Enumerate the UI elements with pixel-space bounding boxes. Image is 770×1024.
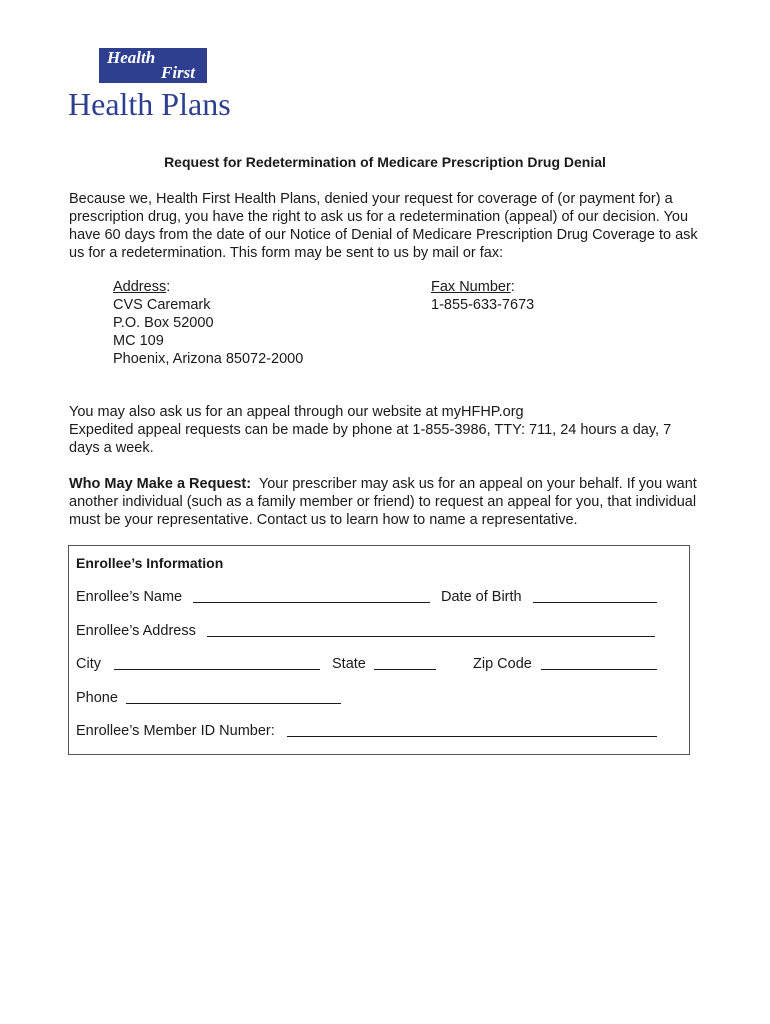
state-label: State <box>332 656 366 672</box>
address-line: P.O. Box 52000 <box>113 315 214 331</box>
enrollee-address-field[interactable] <box>207 636 655 637</box>
health-first-logo-badge <box>99 48 207 83</box>
address-heading: Address: <box>113 279 171 295</box>
zip-code-field[interactable] <box>541 669 657 670</box>
phone-field[interactable] <box>126 703 341 704</box>
website-line: You may also ask us for an appeal through our website at myHFHP.org <box>69 404 524 420</box>
address-line: MC 109 <box>113 333 164 349</box>
intro-paragraph: Because we, Health First Health Plans, denied your request for coverage of (or payment for) a prescription drug, you have the right to ask us for a redetermination (appeal) of our decision. You have 60 days from the date of our Notice of Denial of Medicare Prescription Drug Coverage to ask us for a redetermination. This form may be sent to us by mail or fax: <box>69 191 698 261</box>
city-label: City <box>76 656 101 672</box>
expedited-line: Expedited appeal requests can be made by phone at 1-855-3986, TTY: 711, 24 hours a day, 7 days a week. <box>69 422 672 456</box>
date-of-birth-field[interactable] <box>533 602 657 603</box>
who-may-request-paragraph <box>69 475 704 529</box>
enrollee-information-section <box>68 545 690 755</box>
logo-text: Health Plans <box>68 86 231 122</box>
phone-label: Phone <box>76 690 118 706</box>
date-of-birth-label: Date of Birth <box>441 589 522 605</box>
page-title: Request for Redetermination of Medicare Prescription Drug Denial <box>164 154 606 170</box>
zip-code-label: Zip Code <box>473 656 532 672</box>
fax-block <box>431 278 534 314</box>
enrollee-address-label: Enrollee’s Address <box>76 623 196 639</box>
who-heading: Who May Make a Request: <box>69 476 252 492</box>
enrollee-section-title: Enrollee’s Information <box>76 555 224 571</box>
fax-number: 1-855-633-7673 <box>431 297 535 313</box>
address-label: Address <box>113 279 167 295</box>
enrollee-name-field[interactable] <box>193 602 430 603</box>
address-line: CVS Caremark <box>113 297 211 313</box>
member-id-field[interactable] <box>287 736 657 737</box>
appeal-options-paragraph <box>69 403 704 457</box>
city-field[interactable] <box>114 669 320 670</box>
logo-badge-line1: Health <box>107 48 156 67</box>
member-id-label: Enrollee’s Member ID Number: <box>76 723 275 739</box>
who-text: Your prescriber may ask us for an appeal on your behalf. If you want another individual (such as a family member or friend) to request an appeal for you, that individual must be your representative. Contact us to learn how to name a representative. <box>69 476 697 528</box>
mailing-address-block <box>113 278 303 368</box>
state-field[interactable] <box>374 669 436 670</box>
logo-badge-line2: First <box>161 63 196 82</box>
address-line: Phoenix, Arizona 85072-2000 <box>113 351 304 367</box>
enrollee-name-label: Enrollee’s Name <box>76 589 183 605</box>
fax-heading: Fax Number: <box>431 279 515 295</box>
fax-label: Fax Number <box>431 279 511 295</box>
